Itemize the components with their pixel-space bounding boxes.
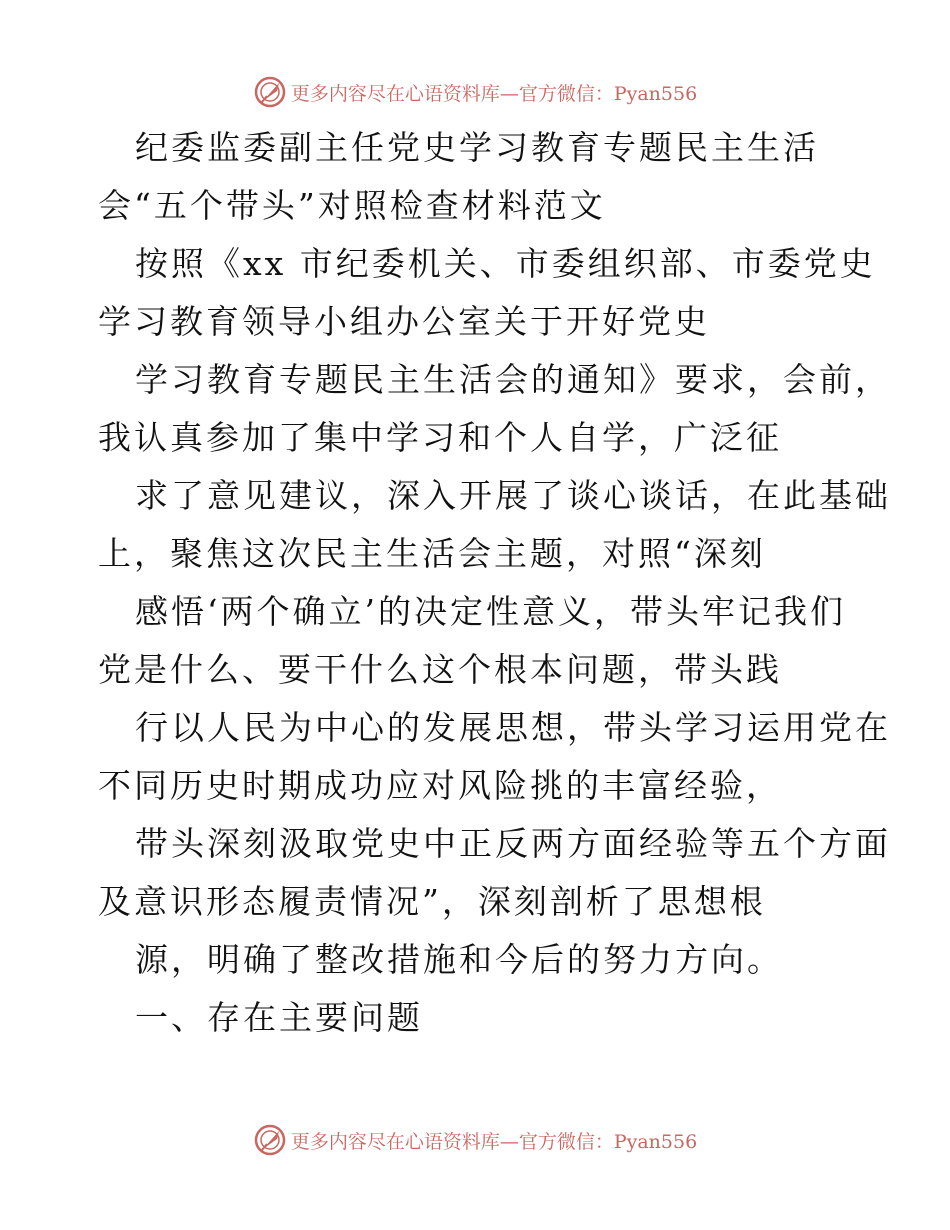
watermark-text: 更多内容尽在心语资料库—官方微信：Pyan556 [290, 82, 698, 105]
watermark-text: 更多内容尽在心语资料库—官方微信：Pyan556 [290, 1130, 698, 1153]
section-heading: 一、存在主要问题 [135, 998, 423, 1037]
paragraph-line: 上，聚焦这次民主生活会主题，对照“深刻 [98, 534, 766, 573]
doc-title-line-2: 会“五个带头”对照检查材料范文 [98, 186, 606, 225]
paragraph-line: 带头深刻汲取党史中正反两方面经验等五个方面 [135, 824, 891, 863]
paragraph-line: 不同历史时期成功应对风险挑的丰富经验， [98, 766, 782, 805]
paragraph-line: 行以人民为中心的发展思想，带头学习运用党在 [135, 708, 891, 747]
paragraph-line: 源，明确了整改措施和今后的努力方向。 [135, 940, 783, 979]
paragraph-line: 及意识形态履责情况”，深刻剖析了思想根 [98, 882, 766, 921]
paragraph-line: 按照《xx 市纪委机关、市委组织部、市委党史 [135, 244, 876, 283]
paragraph-line: 我认真参加了集中学习和个人自学，广泛征 [98, 418, 782, 457]
quill-seal-icon [253, 75, 287, 109]
paragraph-line: 学习教育专题民主生活会的通知》要求，会前， [135, 360, 891, 399]
watermark-banner-bottom [0, 1120, 950, 1160]
paragraph-line: 学习教育领导小组办公室关于开好党史 [98, 302, 710, 341]
paragraph-line: 求了意见建议，深入开展了谈心谈话，在此基础 [135, 476, 891, 515]
doc-title-line-1: 纪委监委副主任党史学习教育专题民主生活 [135, 128, 819, 167]
quill-seal-icon [253, 1123, 287, 1157]
paragraph-line: 感悟‘两个确立’的决定性意义，带头牢记我们 [135, 592, 846, 631]
watermark-banner-top [0, 72, 950, 112]
paragraph-line: 党是什么、要干什么这个根本问题，带头践 [98, 650, 782, 689]
